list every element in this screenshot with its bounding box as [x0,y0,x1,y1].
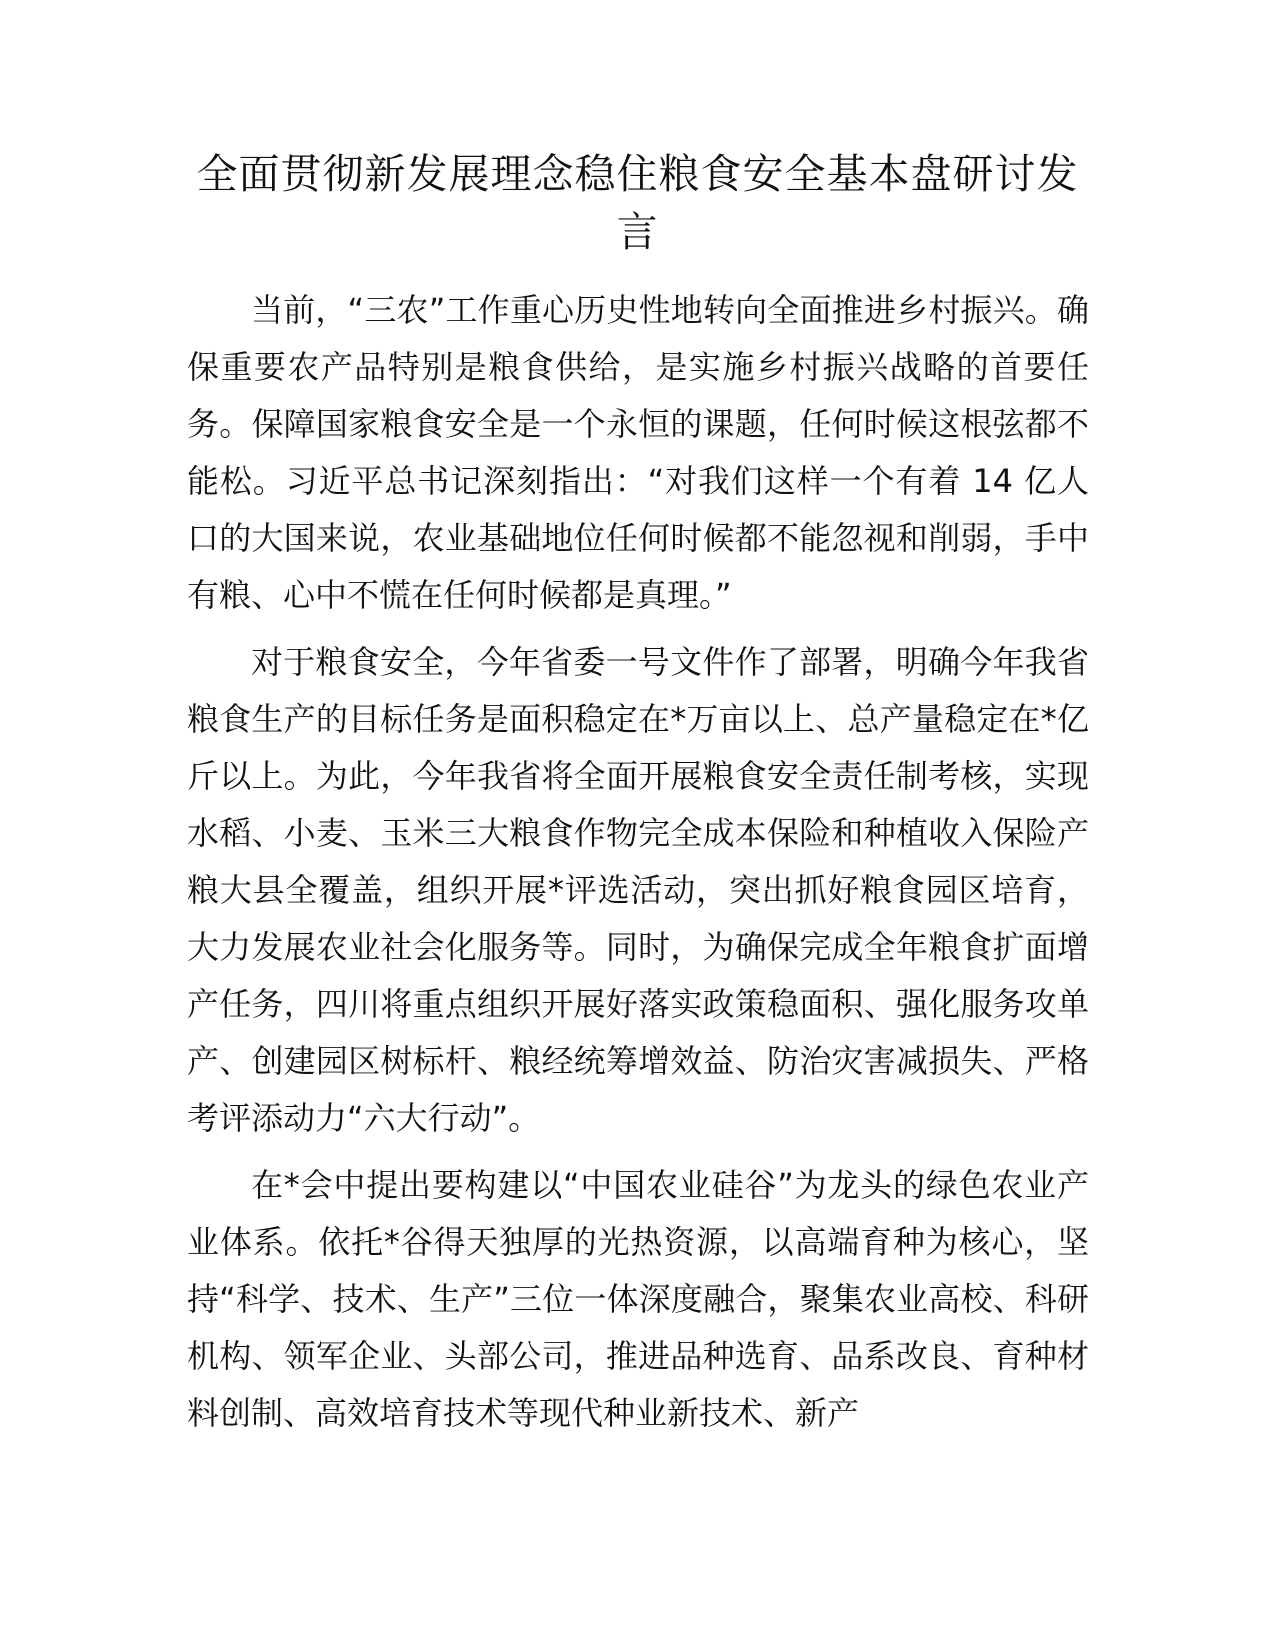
document-title: 全面贯彻新发展理念稳住粮食安全基本盘研讨发言 [196,150,1079,256]
paragraph-2: 对于粮食安全，今年省委一号文件作了部署，明确今年我省粮食生产的目标任务是面积稳定在*万亩以上、总产量稳定在*亿斤以上。为此，今年我省将全面开展粮食安全责任制考核，实现水稻、小麦、玉米三大粮食作物完全成本保险和种植收入保险产粮大县全覆盖，组织开展*评选活动，突出抓好粮食园区培育，大力发展农业社会化服务等。同时，为确保完成全年粮食扩面增产任务，四川将重点组织开展好落实政策稳面积、强化服务攻单产、创建园区树标杆、粮经统筹增效益、防治灾害减损失、严格考评添动力“六大行动”。 [187,643,1089,1137]
paragraph-3: 在*会中提出要构建以“中国农业硅谷”为龙头的绿色农业产业体系。依托*谷得天独厚的光热资源，以高端育种为核心，坚持“科学、技术、生产”三位一体深度融合，聚集农业高校、科研机构、领军企业、头部公司，推进品种选育、品系改良、育种材料创制、高效培育技术等现代种业新技术、新产 [187,1166,1089,1432]
paragraph-1: 当前，“三农”工作重心历史性地转向全面推进乡村振兴。确保重要农产品特别是粮食供给，是实施乡村振兴战略的首要任务。保障国家粮食安全是一个永恒的课题，任何时候这根弦都不能松。习近平总书记深刻指出：“对我们这样一个有着 14 亿人口的大国来说，农业基础地位任何时候都不能忽视和削弱，手中有粮、心中不慌在任何时候都是真理。” [187,291,1089,614]
document-body [187,282,1089,1452]
